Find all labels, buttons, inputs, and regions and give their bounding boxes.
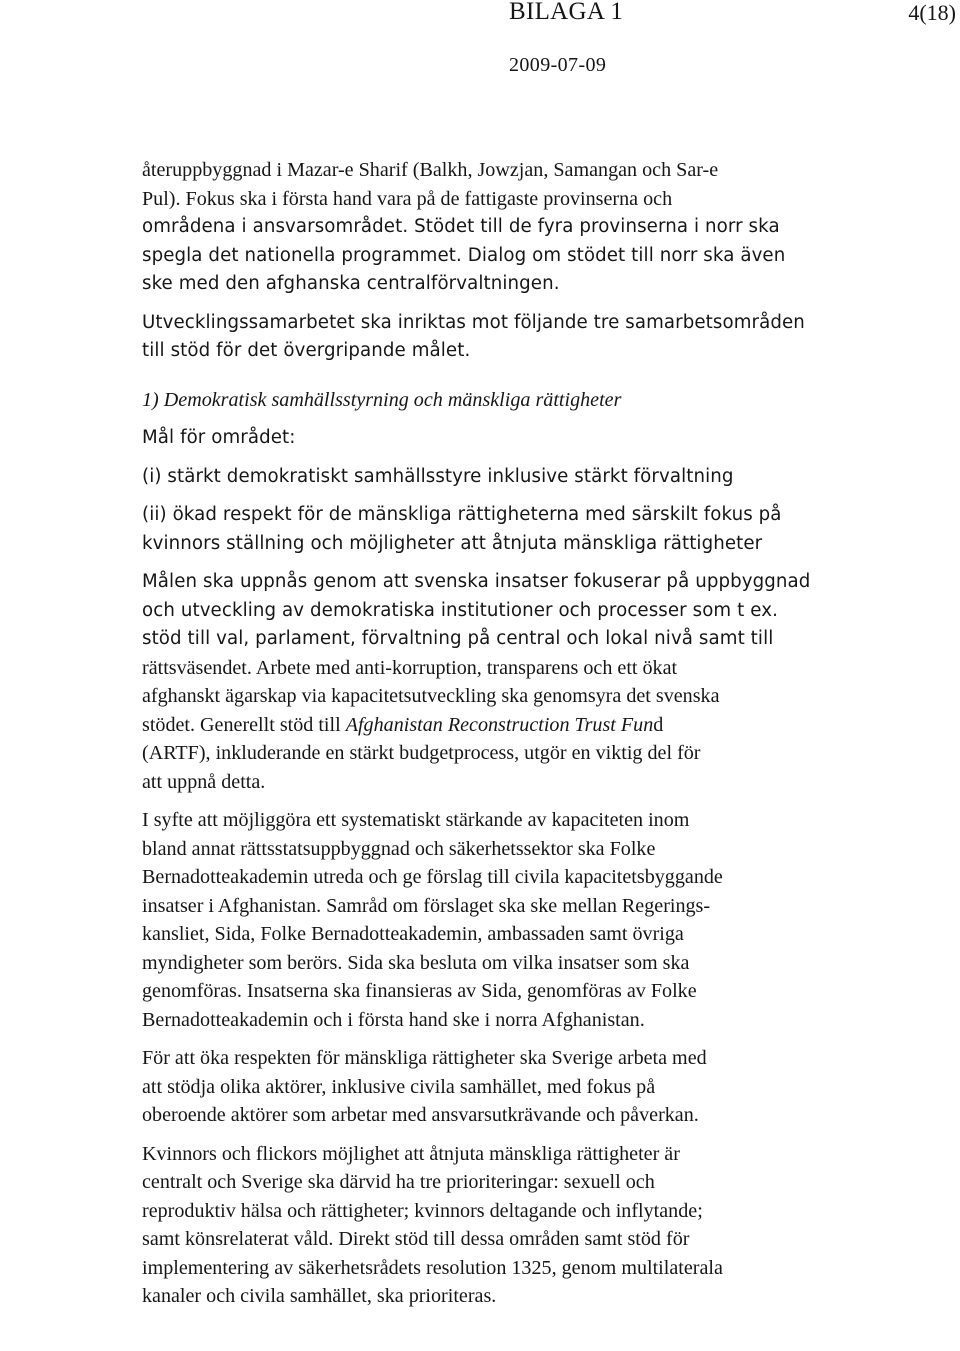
goal-item-ii — [142, 501, 854, 558]
text-line: Bernadotteakademin och i första hand ske i norra Afghanistan. — [142, 1008, 645, 1031]
text-line: kanaler och civila samhället, ska prioriteras. — [142, 1285, 497, 1307]
document-body — [142, 156, 854, 1311]
text-line: genomföras. Insatserna ska finansieras av Sida, genomföras av Folke — [142, 980, 697, 1002]
text-line: återuppbyggnad i Mazar-e Sharif (Balkh, Jowzjan, Samangan och Sar-e — [142, 159, 719, 181]
section-heading: 1) Demokratisk samhällsstyrning och mänskliga rättigheter — [142, 388, 622, 411]
text-line: Pul). Fokus ska i första hand vara på de fattigaste provinserna och — [142, 187, 673, 210]
text-line: implementering av säkerhetsrådets resolution 1325, genom multilaterala — [142, 1256, 723, 1279]
paragraph-democratic-institutions — [142, 568, 854, 796]
text-line: samt könsrelaterat våld. Direkt stöd till dessa områden samt stöd för — [142, 1228, 690, 1250]
text-line — [142, 711, 854, 740]
paragraph-women-girls-rights — [142, 1140, 854, 1311]
text-line: (ii) ökad respekt för de mänskliga rättigheterna med särskilt fokus på — [142, 504, 782, 525]
paragraph-regional-focus — [142, 156, 854, 299]
paragraph-cooperation-areas — [142, 309, 854, 366]
text-line: att stödja olika aktörer, inklusive civila samhället, med fokus på — [142, 1075, 656, 1098]
text-line: I syfte att möjliggöra ett systematiskt stärkande av kapaciteten inom — [142, 809, 690, 831]
text-line: kvinnors ställning och möjligheter att åtnjuta mänskliga rättigheter — [142, 532, 763, 554]
text-run: d — [653, 713, 664, 736]
text-line: Utvecklingssamarbetet ska inriktas mot följande tre samarbetsområden — [142, 311, 805, 333]
text-line: spegla det nationella programmet. Dialog om stödet till norr ska även — [142, 244, 786, 266]
text-line: Kvinnors och flickors möjlighet att åtnjuta mänskliga rättigheter är — [142, 1142, 680, 1165]
document-date: 2009-07-09 — [509, 54, 607, 76]
text-line: Målen ska uppnås genom att svenska insatser fokuserar på uppbyggnad — [142, 571, 811, 592]
text-run: stödet. Generellt stöd till — [142, 713, 346, 736]
text-line: För att öka respekten för mänskliga rättigheter ska Sverige arbeta med — [142, 1047, 707, 1069]
text-line: rättsväsendet. Arbete med anti-korruption, transparens och ett ökat — [142, 656, 678, 679]
text-line: till stöd för det övergripande målet. — [142, 340, 471, 361]
text-line: (ARTF), inkluderande en stärkt budgetprocess, utgör en viktig del för — [142, 742, 701, 764]
text-line: afghanskt ägarskap via kapacitetsutveckling ska genomsyra det svenska — [142, 685, 720, 707]
text-line: kansliet, Sida, Folke Bernadotteakademin, ambassaden samt övriga — [142, 923, 684, 945]
text-line: ske med den afghanska centralförvaltningen. — [142, 273, 560, 294]
paragraph-capacity-building — [142, 806, 854, 1034]
text-line: oberoende aktörer som arbetar med ansvarsutkrävande och påverkan. — [142, 1104, 699, 1126]
text-line: bland annat rättsstatsuppbyggnad och säkerhetssektor ska Folke — [142, 837, 656, 860]
text-line: reproduktiv hälsa och rättigheter; kvinnors deltagande och inflytande; — [142, 1199, 703, 1222]
document-title: BILAGA 1 — [509, 0, 624, 25]
fund-name: Afghanistan Reconstruction Trust Fun — [345, 713, 654, 736]
text-line: områdena i ansvarsområdet. Stödet till de fyra provinserna i norr ska — [142, 216, 780, 237]
text-line: och utveckling av demokratiska institutioner och processer som t ex. — [142, 599, 778, 621]
page-number: 4(18) — [908, 0, 956, 25]
paragraph-human-rights-actors — [142, 1044, 854, 1130]
text-line: insatser i Afghanistan. Samråd om förslaget ska ske mellan Regerings- — [142, 894, 711, 917]
text-line: centralt och Sverige ska därvid ha tre prioriteringar: sexuell och — [142, 1171, 655, 1193]
text-line: att uppnå detta. — [142, 770, 266, 793]
text-line: myndigheter som berörs. Sida ska besluta om vilka insatser som ska — [142, 951, 690, 974]
goal-item-i: (i) stärkt demokratiskt samhällsstyre inklusive stärkt förvaltning — [142, 465, 734, 487]
text-line: stöd till val, parlament, förvaltning på central och lokal nivå samt till — [142, 628, 774, 649]
text-line: Bernadotteakademin utreda och ge förslag till civila kapacitetsbyggande — [142, 866, 723, 888]
goal-intro: Mål för området: — [142, 427, 296, 448]
